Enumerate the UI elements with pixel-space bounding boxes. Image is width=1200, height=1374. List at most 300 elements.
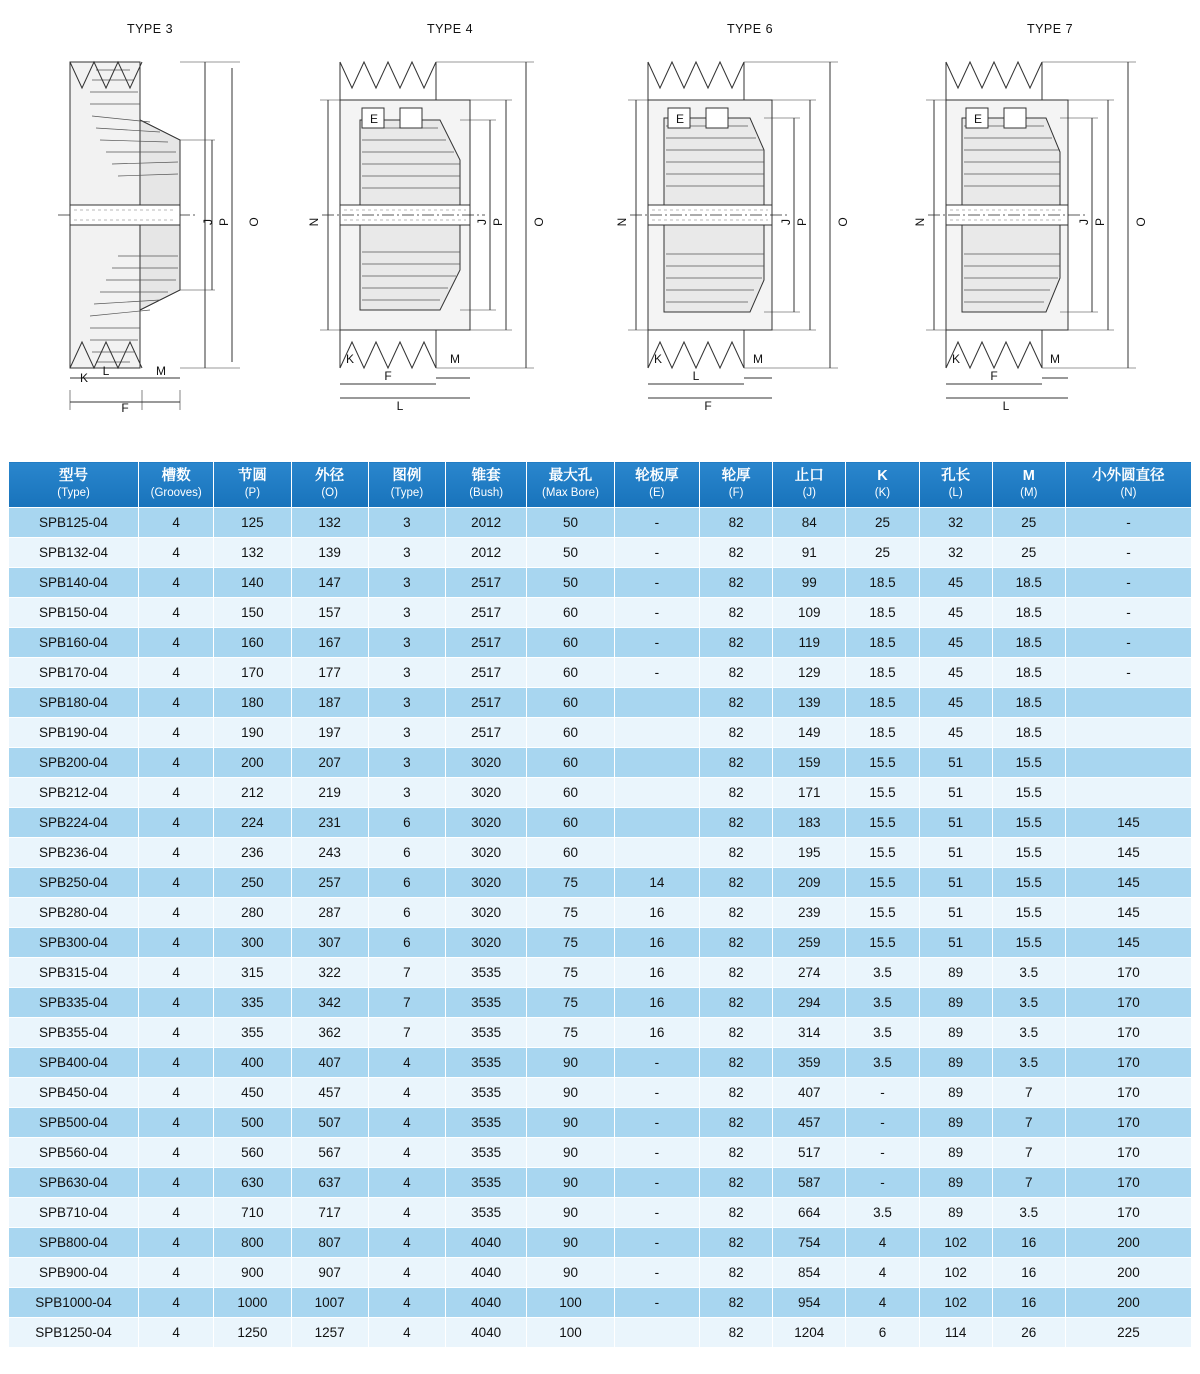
cell-value: 170 <box>1065 1167 1191 1197</box>
cell-value: 4 <box>139 1137 214 1167</box>
cell-value: 18.5 <box>992 657 1065 687</box>
cell-value: 75 <box>527 957 614 987</box>
cell-value: 4 <box>368 1197 445 1227</box>
cell-value: 84 <box>773 507 846 537</box>
table-row <box>9 597 1192 627</box>
cell-value: 170 <box>1065 1197 1191 1227</box>
cell-model: SPB500-04 <box>9 1107 139 1137</box>
cell-value: 754 <box>773 1227 846 1257</box>
cell-value: 82 <box>700 537 773 567</box>
cell-value: 60 <box>527 687 614 717</box>
cell-value: - <box>846 1077 919 1107</box>
svg-text:O: O <box>247 217 261 227</box>
svg-text:P: P <box>217 217 231 227</box>
cell-value: 6 <box>368 897 445 927</box>
svg-text:J: J <box>201 219 215 225</box>
cell-value: 25 <box>846 537 919 567</box>
cell-value: 15.5 <box>846 747 919 777</box>
cell-value: 3020 <box>445 807 526 837</box>
cell-value: 60 <box>527 657 614 687</box>
cell-value: - <box>614 1047 699 1077</box>
cell-value: 3535 <box>445 1047 526 1077</box>
column-header-8 <box>700 462 773 508</box>
cell-value: 15.5 <box>846 867 919 897</box>
cell-value: - <box>614 1227 699 1257</box>
column-header-cn: 锥套 <box>471 468 501 484</box>
column-header-cn: 小外圆直径 <box>1092 468 1165 484</box>
cell-value: 4 <box>368 1257 445 1287</box>
cell-value: 15.5 <box>992 777 1065 807</box>
cell-value: 139 <box>773 687 846 717</box>
cell-value: - <box>614 1077 699 1107</box>
spec-table <box>8 461 1192 1348</box>
table-row <box>9 627 1192 657</box>
cell-value: 18.5 <box>992 597 1065 627</box>
column-header-12 <box>992 462 1065 508</box>
cell-value: 75 <box>527 987 614 1017</box>
cell-value <box>614 807 699 837</box>
svg-text:L: L <box>1002 399 1010 413</box>
svg-text:M: M <box>753 352 763 366</box>
figure-type-4 <box>300 0 600 440</box>
cell-value: 60 <box>527 717 614 747</box>
cell-value: 3.5 <box>846 1047 919 1077</box>
column-header-en: (Type) <box>57 486 90 499</box>
cell-value: 145 <box>1065 897 1191 927</box>
cell-model: SPB630-04 <box>9 1167 139 1197</box>
table-row <box>9 987 1192 1017</box>
cell-value: 500 <box>214 1107 291 1137</box>
column-header-en: (J) <box>802 486 816 499</box>
cell-value: 300 <box>214 927 291 957</box>
column-header-cn: 型号 <box>59 468 89 484</box>
cell-value: 82 <box>700 1317 773 1347</box>
cell-value <box>1065 717 1191 747</box>
cell-value: 3020 <box>445 867 526 897</box>
cell-model: SPB450-04 <box>9 1077 139 1107</box>
cell-value: 51 <box>919 807 992 837</box>
cell-value: - <box>614 597 699 627</box>
column-header-5 <box>445 462 526 508</box>
cell-value: 4 <box>368 1227 445 1257</box>
cell-value: 75 <box>527 867 614 897</box>
svg-text:O: O <box>836 217 850 227</box>
cell-value: - <box>614 1287 699 1317</box>
cell-value: 457 <box>291 1077 368 1107</box>
svg-text:L: L <box>102 364 110 378</box>
cell-model: SPB300-04 <box>9 927 139 957</box>
cell-value: 259 <box>773 927 846 957</box>
cell-value: 51 <box>919 927 992 957</box>
cell-value: 1250 <box>214 1317 291 1347</box>
cell-value: 900 <box>214 1257 291 1287</box>
cell-value: 82 <box>700 567 773 597</box>
cell-value: - <box>614 507 699 537</box>
svg-text:M: M <box>1050 352 1060 366</box>
cell-value: 114 <box>919 1317 992 1347</box>
cell-value: 450 <box>214 1077 291 1107</box>
figure-title-type-3: TYPE 3 <box>126 22 174 36</box>
cell-value: 82 <box>700 867 773 897</box>
cell-value: 1007 <box>291 1287 368 1317</box>
cell-model: SPB224-04 <box>9 807 139 837</box>
cell-value: 90 <box>527 1107 614 1137</box>
cell-value: 3 <box>368 627 445 657</box>
cell-value: 4 <box>368 1077 445 1107</box>
cell-value: 15.5 <box>846 897 919 927</box>
cell-value: 3535 <box>445 1137 526 1167</box>
cell-value: 6 <box>368 807 445 837</box>
column-header-4 <box>368 462 445 508</box>
table-row <box>9 1167 1192 1197</box>
cell-value: 82 <box>700 837 773 867</box>
cell-value: 3 <box>368 687 445 717</box>
table-row <box>9 747 1192 777</box>
cell-value: 60 <box>527 777 614 807</box>
svg-text:K: K <box>951 352 961 366</box>
cell-value: 60 <box>527 747 614 777</box>
cell-value: 200 <box>1065 1257 1191 1287</box>
cell-value: 7 <box>992 1077 1065 1107</box>
cell-value: 32 <box>919 537 992 567</box>
cell-value <box>614 687 699 717</box>
cell-model: SPB900-04 <box>9 1257 139 1287</box>
cell-value: 3.5 <box>846 1197 919 1227</box>
cell-model: SPB315-04 <box>9 957 139 987</box>
cell-value: 170 <box>1065 1017 1191 1047</box>
cell-value: 6 <box>368 837 445 867</box>
cell-value: 90 <box>527 1077 614 1107</box>
cell-value: 4 <box>139 507 214 537</box>
cell-value: 170 <box>1065 1137 1191 1167</box>
cell-value: 362 <box>291 1017 368 1047</box>
cell-model: SPB180-04 <box>9 687 139 717</box>
cell-value: 4 <box>368 1047 445 1077</box>
cell-value: 149 <box>773 717 846 747</box>
cell-value: 287 <box>291 897 368 927</box>
cell-value: 45 <box>919 597 992 627</box>
cell-value: 239 <box>773 897 846 927</box>
cell-value: 145 <box>1065 927 1191 957</box>
cell-value: 16 <box>614 987 699 1017</box>
cell-value: 60 <box>527 807 614 837</box>
table-row <box>9 927 1192 957</box>
cell-value: 335 <box>214 987 291 1017</box>
cell-value: 89 <box>919 1017 992 1047</box>
cell-value: - <box>1065 627 1191 657</box>
cell-value: 25 <box>992 537 1065 567</box>
cell-value: 82 <box>700 957 773 987</box>
cell-value: 50 <box>527 567 614 597</box>
column-header-cn: 图例 <box>392 468 422 484</box>
cell-model: SPB150-04 <box>9 597 139 627</box>
svg-text:P: P <box>1093 217 1107 227</box>
figure-title-type-7: TYPE 7 <box>1026 22 1074 36</box>
cell-value: 3.5 <box>992 1047 1065 1077</box>
cell-value: 89 <box>919 987 992 1017</box>
cell-value: 3020 <box>445 747 526 777</box>
cell-value: 18.5 <box>846 567 919 597</box>
column-header-cn: 轮板厚 <box>635 468 679 484</box>
cell-value: 170 <box>1065 1107 1191 1137</box>
table-row <box>9 717 1192 747</box>
cell-model: SPB280-04 <box>9 897 139 927</box>
cell-value: - <box>1065 507 1191 537</box>
cell-value: 190 <box>214 717 291 747</box>
table-row <box>9 1077 1192 1107</box>
cell-value: 315 <box>214 957 291 987</box>
cell-value: 4 <box>368 1167 445 1197</box>
cell-value: 4 <box>846 1287 919 1317</box>
cell-value: 664 <box>773 1197 846 1227</box>
cell-model: SPB560-04 <box>9 1137 139 1167</box>
table-row <box>9 867 1192 897</box>
cell-value: 807 <box>291 1227 368 1257</box>
column-header-en: (P) <box>244 486 261 499</box>
cell-value: 187 <box>291 687 368 717</box>
cell-value: 197 <box>291 717 368 747</box>
column-header-cn: 最大孔 <box>548 468 593 484</box>
cell-value: 18.5 <box>846 717 919 747</box>
cell-value: 100 <box>527 1287 614 1317</box>
cell-value: 4 <box>368 1137 445 1167</box>
cell-value: 75 <box>527 897 614 927</box>
cell-value: 7 <box>368 987 445 1017</box>
cell-value: 82 <box>700 687 773 717</box>
cell-value: 457 <box>773 1107 846 1137</box>
cell-value: 89 <box>919 1137 992 1167</box>
cell-value: 89 <box>919 1107 992 1137</box>
cell-value: 2517 <box>445 717 526 747</box>
cell-value: 7 <box>368 957 445 987</box>
cell-value: 3.5 <box>846 1017 919 1047</box>
svg-text:L: L <box>396 399 404 413</box>
cell-value: 4 <box>139 1017 214 1047</box>
cell-value: 25 <box>846 507 919 537</box>
table-row <box>9 837 1192 867</box>
column-header-10 <box>846 462 919 508</box>
cell-value: 18.5 <box>846 597 919 627</box>
cell-value: 15.5 <box>846 807 919 837</box>
figure-type-6-drawing <box>600 0 900 440</box>
cell-value: 82 <box>700 1167 773 1197</box>
svg-text:J: J <box>1077 219 1091 225</box>
cell-value: 2517 <box>445 597 526 627</box>
cell-value: 139 <box>291 537 368 567</box>
cell-value: 517 <box>773 1137 846 1167</box>
column-header-en: (Bush) <box>469 486 504 499</box>
column-header-en: (K) <box>874 486 891 499</box>
figure-type-3 <box>0 0 300 440</box>
cell-value: 89 <box>919 1167 992 1197</box>
cell-value: 3 <box>368 507 445 537</box>
cell-value: 18.5 <box>846 657 919 687</box>
svg-text:N: N <box>913 217 927 227</box>
cell-value: 90 <box>527 1257 614 1287</box>
cell-value: 3 <box>368 747 445 777</box>
cell-value: 4 <box>368 1287 445 1317</box>
cell-value: 82 <box>700 627 773 657</box>
cell-value: 907 <box>291 1257 368 1287</box>
cell-value: 400 <box>214 1047 291 1077</box>
cell-value: 4 <box>368 1317 445 1347</box>
table-row <box>9 1287 1192 1317</box>
cell-value: 507 <box>291 1107 368 1137</box>
cell-value: 45 <box>919 567 992 597</box>
cell-value: 145 <box>1065 867 1191 897</box>
column-header-0 <box>9 462 139 508</box>
svg-text:J: J <box>475 219 489 225</box>
svg-text:O: O <box>532 217 546 227</box>
cell-value: 170 <box>214 657 291 687</box>
cell-value: 51 <box>919 747 992 777</box>
cell-value: 3.5 <box>846 957 919 987</box>
cell-value: 3535 <box>445 1167 526 1197</box>
column-header-en: (Max Bore) <box>542 486 599 499</box>
cell-value: 82 <box>700 1017 773 1047</box>
cell-value: 6 <box>368 927 445 957</box>
cell-value: 32 <box>919 507 992 537</box>
cell-value: 170 <box>1065 1077 1191 1107</box>
cell-value: 225 <box>1065 1317 1191 1347</box>
cell-value: 102 <box>919 1287 992 1317</box>
cell-value: 16 <box>992 1257 1065 1287</box>
cell-value: 90 <box>527 1047 614 1077</box>
cell-value: 50 <box>527 507 614 537</box>
cell-value: 100 <box>527 1317 614 1347</box>
cell-model: SPB250-04 <box>9 867 139 897</box>
cell-value: 224 <box>214 807 291 837</box>
cell-value: 243 <box>291 837 368 867</box>
svg-text:M: M <box>450 352 460 366</box>
cell-value: 170 <box>1065 1047 1191 1077</box>
cell-value: 51 <box>919 837 992 867</box>
cell-value: 200 <box>1065 1227 1191 1257</box>
cell-value: 2517 <box>445 687 526 717</box>
cell-value: 280 <box>214 897 291 927</box>
svg-text:K: K <box>653 352 663 366</box>
spec-table-body <box>9 507 1192 1347</box>
cell-value: 89 <box>919 1197 992 1227</box>
cell-value: 160 <box>214 627 291 657</box>
cell-value: 18.5 <box>992 687 1065 717</box>
cell-model: SPB710-04 <box>9 1197 139 1227</box>
cell-value: 3535 <box>445 1017 526 1047</box>
column-header-en: (Type) <box>390 486 424 499</box>
cell-value: 82 <box>700 807 773 837</box>
cell-model: SPB190-04 <box>9 717 139 747</box>
cell-value: 15.5 <box>846 837 919 867</box>
cell-value: 15.5 <box>992 747 1065 777</box>
cell-value: 82 <box>700 507 773 537</box>
cell-value: 630 <box>214 1167 291 1197</box>
cell-value: 1257 <box>291 1317 368 1347</box>
cell-value: 3 <box>368 567 445 597</box>
cell-value: 60 <box>527 597 614 627</box>
cell-value: 18.5 <box>992 717 1065 747</box>
table-row <box>9 1197 1192 1227</box>
cell-value: 15.5 <box>992 897 1065 927</box>
cell-value: 4 <box>139 537 214 567</box>
cell-value: 99 <box>773 567 846 597</box>
cell-value: 4 <box>368 1107 445 1137</box>
cell-value: 89 <box>919 1077 992 1107</box>
cell-value: 26 <box>992 1317 1065 1347</box>
cell-value: 4 <box>139 1317 214 1347</box>
cell-value: 4 <box>846 1257 919 1287</box>
table-row <box>9 507 1192 537</box>
column-header-en: (L) <box>948 486 963 499</box>
cell-value: 82 <box>700 1077 773 1107</box>
cell-value: 3020 <box>445 927 526 957</box>
cell-value: - <box>614 1167 699 1197</box>
column-header-9 <box>773 462 846 508</box>
cell-value: 4 <box>139 597 214 627</box>
cell-value: 4 <box>139 1047 214 1077</box>
cell-value: 3020 <box>445 777 526 807</box>
table-row <box>9 687 1192 717</box>
cell-value: 3 <box>368 777 445 807</box>
cell-value: 102 <box>919 1227 992 1257</box>
cell-value: 82 <box>700 597 773 627</box>
svg-text:F: F <box>990 369 998 383</box>
table-row <box>9 1137 1192 1167</box>
cell-value: 16 <box>992 1287 1065 1317</box>
cell-value: 82 <box>700 1287 773 1317</box>
cell-value: 954 <box>773 1287 846 1317</box>
cell-value: 4 <box>139 1227 214 1257</box>
cell-value: 3.5 <box>992 987 1065 1017</box>
svg-text:P: P <box>491 217 505 227</box>
cell-value <box>1065 687 1191 717</box>
cell-value: 82 <box>700 897 773 927</box>
cell-value: 6 <box>368 867 445 897</box>
cell-value: 307 <box>291 927 368 957</box>
cell-value: 710 <box>214 1197 291 1227</box>
column-header-cn: 孔长 <box>941 468 971 484</box>
cell-value: 4 <box>139 1257 214 1287</box>
drawings-row <box>0 0 1200 440</box>
cell-value: - <box>614 1137 699 1167</box>
cell-model: SPB800-04 <box>9 1227 139 1257</box>
cell-value: 3.5 <box>992 957 1065 987</box>
cell-value: 60 <box>527 837 614 867</box>
cell-value: 250 <box>214 867 291 897</box>
svg-text:L: L <box>692 369 700 383</box>
svg-text:N: N <box>615 217 629 227</box>
column-header-3 <box>291 462 368 508</box>
cell-value: - <box>1065 657 1191 687</box>
cell-value: 16 <box>614 927 699 957</box>
cell-value: 170 <box>1065 957 1191 987</box>
svg-text:F: F <box>704 399 712 413</box>
column-header-cn: 槽数 <box>161 468 191 484</box>
column-header-cn: 轮厚 <box>721 468 751 484</box>
cell-value: 15.5 <box>846 927 919 957</box>
cell-value: 322 <box>291 957 368 987</box>
cell-value: 219 <box>291 777 368 807</box>
cell-value: 3 <box>368 537 445 567</box>
cell-value: 800 <box>214 1227 291 1257</box>
cell-value: 183 <box>773 807 846 837</box>
table-row <box>9 1227 1192 1257</box>
cell-value: 236 <box>214 837 291 867</box>
cell-value: - <box>846 1107 919 1137</box>
cell-value: 45 <box>919 687 992 717</box>
cell-value: 18.5 <box>846 687 919 717</box>
cell-value: 4 <box>139 747 214 777</box>
cell-model: SPB1250-04 <box>9 1317 139 1347</box>
